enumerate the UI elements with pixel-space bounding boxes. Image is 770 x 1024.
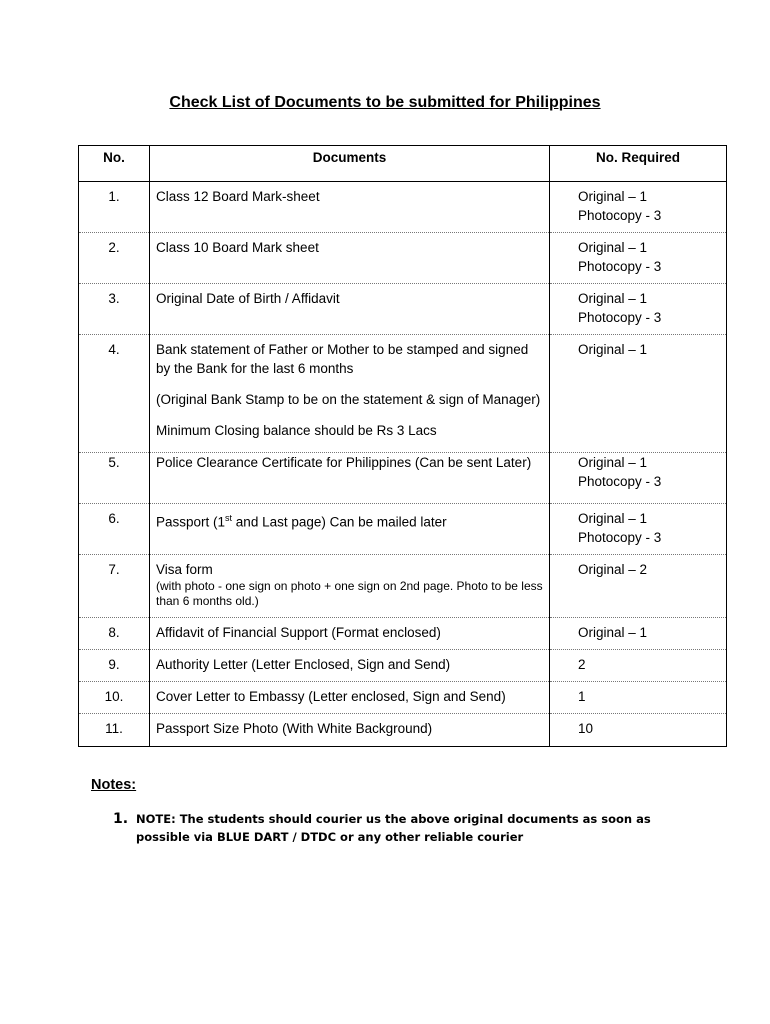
row-document: Passport Size Photo (With White Background) [150, 714, 550, 747]
row-required [550, 555, 727, 618]
table-row [79, 555, 727, 618]
row-document: Original Date of Birth / Affidavit [150, 284, 550, 335]
required-original: Original – 1 [578, 342, 648, 357]
row-document: Class 12 Board Mark-sheet [150, 182, 550, 233]
document-balance-note: Minimum Closing balance should be Rs 3 Lacs [156, 423, 437, 438]
table-row [79, 453, 727, 504]
table-row [79, 618, 727, 650]
row-number: 1. [79, 182, 150, 233]
row-document: Police Clearance Certificate for Philippines (Can be sent Later) [150, 453, 550, 504]
row-number: 9. [79, 650, 150, 682]
required-photocopy: Photocopy - 3 [578, 474, 662, 489]
row-document: Authority Letter (Letter Enclosed, Sign and Send) [150, 650, 550, 682]
note-number: 1. [113, 811, 129, 827]
document-description: Bank statement of Father or Mother to be stamped and signed by the Bank for the last 6 months [156, 342, 529, 376]
document-stamp-note: (Original Bank Stamp to be on the statement & sign of Manager) [156, 392, 541, 407]
document-text-start: Passport (1 [156, 514, 226, 530]
row-required [550, 182, 727, 233]
row-required: Original – 1 [550, 618, 727, 650]
required-photocopy: Photocopy - 3 [578, 208, 662, 223]
row-document [150, 335, 550, 453]
row-number: 11. [79, 714, 150, 747]
row-required [550, 335, 727, 453]
row-number: 7. [79, 555, 150, 618]
row-number: 2. [79, 233, 150, 284]
header-documents: Documents [150, 146, 550, 182]
row-document: Affidavit of Financial Support (Format enclosed) [150, 618, 550, 650]
document-superscript: st [225, 513, 233, 523]
table-row [79, 682, 727, 714]
document-text-end: and Last page) Can be mailed later [232, 514, 447, 530]
required-original: Original – 1 [578, 189, 648, 204]
table-row [79, 650, 727, 682]
required-original: Original – 2 [578, 562, 648, 577]
row-required [550, 453, 727, 504]
required-original: Original – 1 [578, 455, 648, 470]
row-document: Cover Letter to Embassy (Letter enclosed, Sign and Send) [150, 682, 550, 714]
notes-heading: Notes: [91, 777, 137, 793]
row-required: 2 [550, 650, 727, 682]
header-required: No. Required [550, 146, 727, 182]
table-row [79, 182, 727, 233]
documents-table [78, 145, 727, 747]
required-photocopy: Photocopy - 3 [578, 310, 662, 325]
page-title: Check List of Documents to be submitted for Philippines [169, 94, 601, 111]
table-row [79, 284, 727, 335]
row-document: Class 10 Board Mark sheet [150, 233, 550, 284]
required-photocopy: Photocopy - 3 [578, 259, 662, 274]
required-photocopy: Photocopy - 3 [578, 530, 662, 545]
required-original: Original – 1 [578, 291, 648, 306]
table-header-row [79, 146, 727, 182]
table-row [79, 233, 727, 284]
row-number: 6. [79, 504, 150, 555]
row-required [550, 284, 727, 335]
row-document [150, 504, 550, 555]
row-number: 4. [79, 335, 150, 453]
row-required [550, 504, 727, 555]
document-photo-note: (with photo - one sign on photo + one sign on 2nd page. Photo to be less than 6 months old.) [156, 579, 543, 608]
row-number: 10. [79, 682, 150, 714]
note-item [113, 810, 683, 846]
row-number: 8. [79, 618, 150, 650]
note-text: NOTE: The students should courier us the above original documents as soon as possible via BLUE DART / DTDC or any other reliable courier [136, 812, 651, 844]
row-number: 3. [79, 284, 150, 335]
required-original: Original – 1 [578, 240, 648, 255]
document-description: Visa form [156, 562, 213, 577]
table-row [79, 504, 727, 555]
row-required: 1 [550, 682, 727, 714]
table-row [79, 714, 727, 747]
row-required: 10 [550, 714, 727, 747]
header-no: No. [79, 146, 150, 182]
row-number: 5. [79, 453, 150, 504]
row-required [550, 233, 727, 284]
required-original: Original – 1 [578, 511, 648, 526]
row-document [150, 555, 550, 618]
table-row [79, 335, 727, 453]
